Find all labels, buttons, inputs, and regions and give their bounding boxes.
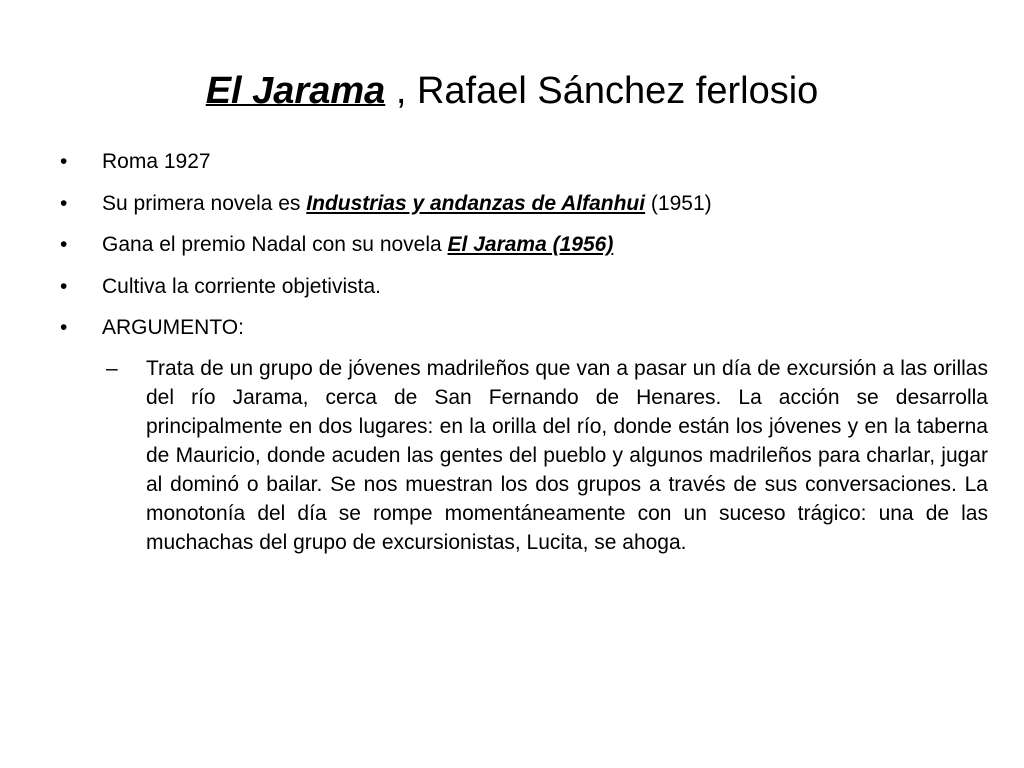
bullet-icon: • (60, 274, 68, 298)
bullet-text: Roma 1927 (102, 150, 211, 173)
argument-paragraph (102, 354, 988, 557)
slide-title (0, 66, 1024, 116)
bullet-icon: • (60, 191, 68, 215)
slide-content (60, 148, 990, 557)
bullet-text-suffix: (1951) (645, 191, 712, 215)
novel-title-alfanhui: Industrias y andanzas de Alfanhui (306, 191, 646, 215)
title-author: , Rafael Sánchez ferlosio (385, 70, 819, 112)
bullet-icon: • (60, 316, 68, 339)
bullet-birth (60, 148, 990, 176)
bullet-text-prefix: Gana el premio Nadal con su novela (102, 233, 448, 256)
bullet-text: ARGUMENTO: (102, 316, 244, 339)
bullet-list (60, 148, 990, 342)
bullet-text: Cultiva la corriente objetivista. (102, 274, 381, 298)
bullet-argument (60, 314, 990, 342)
bullet-text-prefix: Su primera novela es (102, 191, 307, 215)
bullet-nadal-prize (60, 231, 990, 259)
dash-icon: – (106, 356, 118, 380)
bullet-objectivism (60, 273, 990, 301)
bullet-first-novel (60, 190, 990, 218)
argument-text: Trata de un grupo de jóvenes madrileños que van a pasar un día de excursión a las orillas del río Jarama, cerca de San Fernando de Henares. La acción se desarrolla principalmente en dos lugares: en la orilla del río, donde están los jóvenes y en la taberna de Mauricio, donde acuden las gentes del pueblo y algunos madrileños para charlar, jugar al dominó o bailar. Se nos muestran los dos grupos a través de sus conversaciones. La monotonía del día se rompe momentáneamente con un suceso trágico: una de las muchachas del grupo de excursionistas, Lucita, se ahoga. (146, 356, 988, 554)
bullet-icon: • (60, 233, 68, 256)
bullet-icon: • (60, 150, 68, 173)
novel-title-jarama: El Jarama (1956) (447, 233, 614, 256)
title-work: El Jarama (205, 70, 386, 112)
